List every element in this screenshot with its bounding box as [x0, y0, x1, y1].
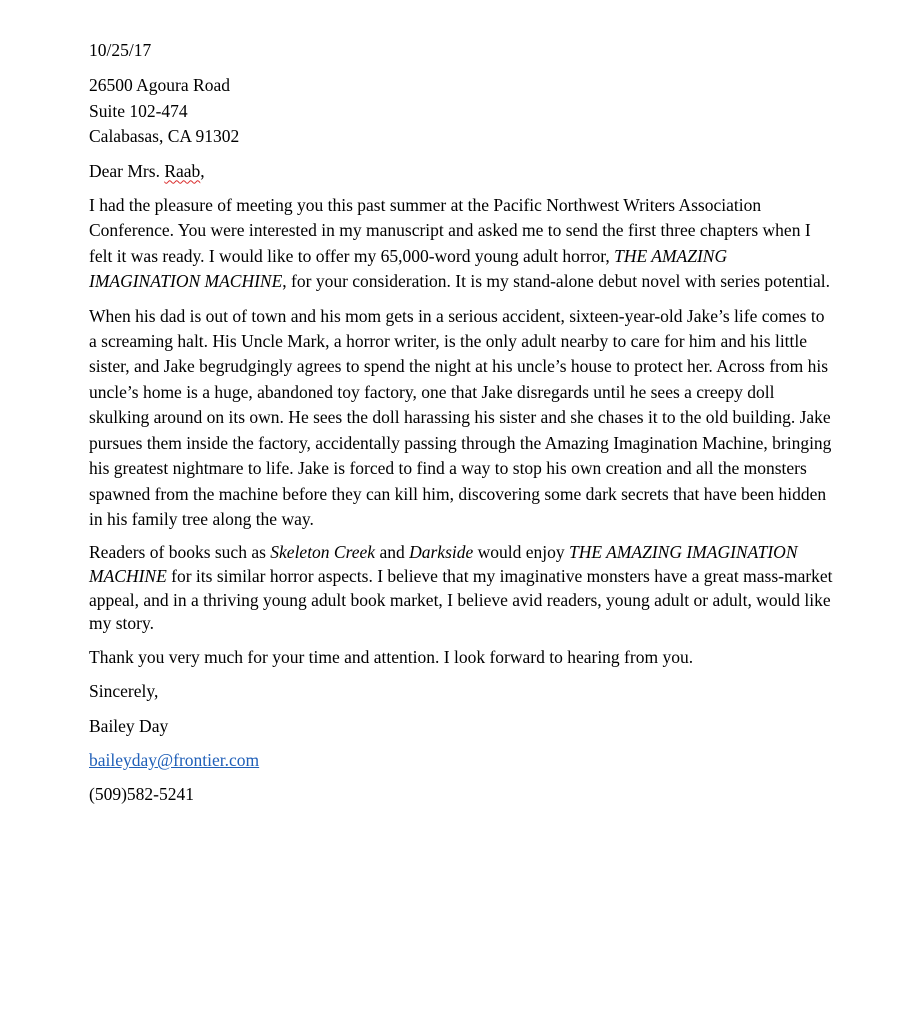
comparables-book-title: THE AMAZING IMAGINATION MACHINE — [89, 542, 798, 586]
address-line-3: Calabasas, CA 91302 — [89, 126, 240, 147]
greeting-prefix: Dear Mrs. — [89, 160, 165, 181]
letter-date: 10/25/17 — [89, 40, 152, 60]
phone-number: (509)582-5241 — [89, 784, 194, 805]
intro-book-title: THE AMAZING IMAGINATION MACHINE — [89, 245, 728, 292]
greeting-suffix: , — [200, 160, 205, 181]
comparables-text-4: for its similar horror aspects. I believe that my imaginative monsters have a great mass-market appeal, and in a thriving young adult book market, I believe avid readers, young adult or adult, would like my story. — [89, 565, 833, 634]
address-line-2: Suite 102-474 — [89, 100, 188, 121]
paragraph-intro — [89, 193, 834, 295]
greeting-name[interactable]: Raab — [164, 160, 201, 181]
email-link[interactable]: baileyday@frontier.com — [89, 749, 260, 770]
intro-text-2: , for your consideration. It is my stand-alone debut novel with series potential. — [282, 271, 831, 292]
paragraph-synopsis: When his dad is out of town and his mom gets in a serious accident, sixteen-year-old Jake’s life comes to a screaming halt. His Uncle Mark, a horror writer, is the only adult nearby to care for him and his little sister, and Jake begrudgingly agrees to spend the night at his uncle’s house to protect her. Across from his uncle’s home is a huge, abandoned toy factory, one that Jake disregards until he sees a creepy doll skulking around on its own. He sees the doll harassing his sister and she chases it to the old building. Jake pursues them inside the factory, accidentally passing through the Amazing Imagination Machine, bringing his greatest nightmare to life. Jake is forced to find a way to stop his own creation and all the monsters spawned from the machine before they can kill him, discovering some dark secrets that have been hidden in his family tree along the way. — [89, 305, 832, 529]
paragraph-comparables — [89, 541, 834, 635]
comparable-book-1: Skeleton Creek — [270, 542, 376, 563]
comparables-text-2: and — [375, 542, 410, 563]
comparable-book-2: Darkside — [409, 542, 474, 563]
greeting — [89, 159, 834, 184]
closing: Sincerely, — [89, 681, 159, 702]
intro-text-1: I had the pleasure of meeting you this past summer at the Pacific Northwest Writers Association Conference. You were interested in my manuscript and asked me to send the first three chapters when I felt it was ready. I would like to offer my 65,000-word young adult horror, — [89, 195, 811, 266]
comparables-text-3: would enjoy — [473, 542, 570, 563]
address-line-1: 26500 Agoura Road — [89, 75, 230, 96]
email-line — [89, 748, 834, 773]
signature-name: Bailey Day — [89, 715, 169, 736]
recipient-address — [89, 73, 834, 149]
comparables-text-1: Readers of books such as — [89, 542, 271, 563]
paragraph-thanks: Thank you very much for your time and attention. I look forward to hearing from you. — [89, 646, 694, 667]
letter-page — [89, 38, 834, 817]
